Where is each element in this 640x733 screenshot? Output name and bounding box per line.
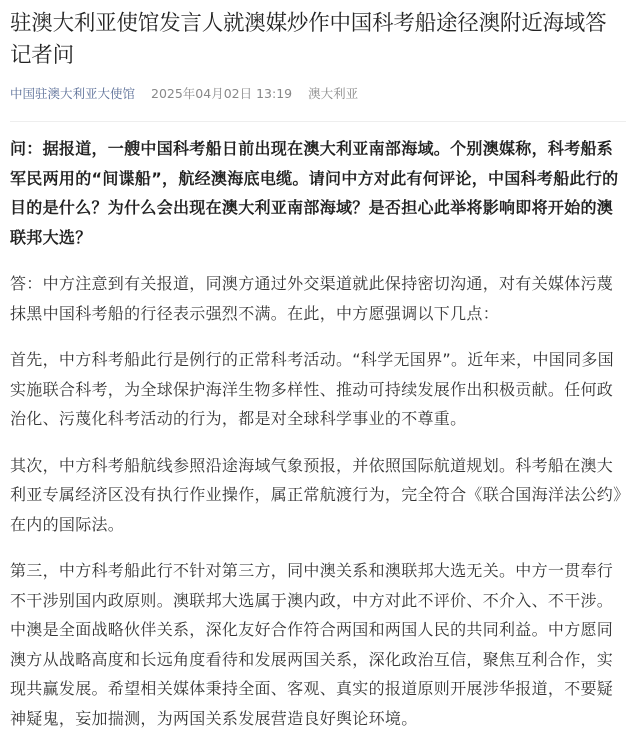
paragraph-gap	[10, 434, 626, 451]
point-third-paragraph: 第三，中方科考船此行不针对第三方，同中澳关系和澳联邦大选无关。中方一贯奉行不干涉别国内政原则。澳联邦大选属于澳内政，中方对此不评价、不介入、不干涉。中澳是全面战略伙伴关系，深化友好合作符合两国和两国人民的共同利益。中方愿同澳方从战略高度和长远角度看待和发展两国关系，深化政治互信，聚焦互利合作，实现共赢发展。希望相关媒体秉持全面、客观、真实的报道原则开展涉华报道，不要疑神疑鬼，妄加揣测，为两国关系发展营造良好舆论环境。	[10, 561, 614, 728]
article-date: 2025年04月02日 13:19	[151, 86, 293, 101]
article-page	[0, 8, 640, 728]
point-second-paragraph: 其次，中方科考船航线参照沿途海域气象预报，并依照国际航道规划。科考船在澳大利亚专属经济区没有执行作业操作，属正常航渡行为，完全符合《联合国海洋法公约》在内的国际法。	[10, 455, 622, 534]
point-first-paragraph: 首先，中方科考船此行是例行的正常科考活动。“科学无国界”。近年来，中国同多国实施联合科考，为全球保护海洋生物多样性、推动可持续发展作出积极贡献。任何政治化、污蔑化科考活动的行为，都是对全球科学事业的不尊重。	[10, 350, 614, 428]
paragraph-gap	[10, 252, 626, 269]
paragraph-gap	[10, 328, 626, 345]
article-source-link[interactable]: 中国驻澳大利亚大使馆	[10, 86, 136, 101]
article-meta	[10, 85, 626, 103]
article-location: 澳大利亚	[308, 86, 359, 101]
article-title: 驻澳大利亚使馆发言人就澳媒炒作中国科考船途径澳附近海域答记者问	[10, 11, 607, 68]
article-body	[10, 134, 626, 733]
paragraph-gap	[10, 539, 626, 556]
question-paragraph: 问：据报道，一艘中国科考船日前出现在澳大利亚南部海域。个别澳媒称，科考船系军民两用的“间谍船”，航经澳海底电缆。请问中方对此有何评论，中国科考船此行的目的是什么？为什么会出现在澳大利亚南部海域？是否担心此举将影响即将开始的澳联邦大选？	[10, 139, 619, 247]
header-divider	[10, 121, 626, 122]
answer-paragraph: 答：中方注意到有关报道，同澳方通过外交渠道就此保持密切沟通，对有关媒体污蔑抹黑中国科考船的行径表示强烈不满。在此，中方愿强调以下几点：	[10, 274, 614, 323]
